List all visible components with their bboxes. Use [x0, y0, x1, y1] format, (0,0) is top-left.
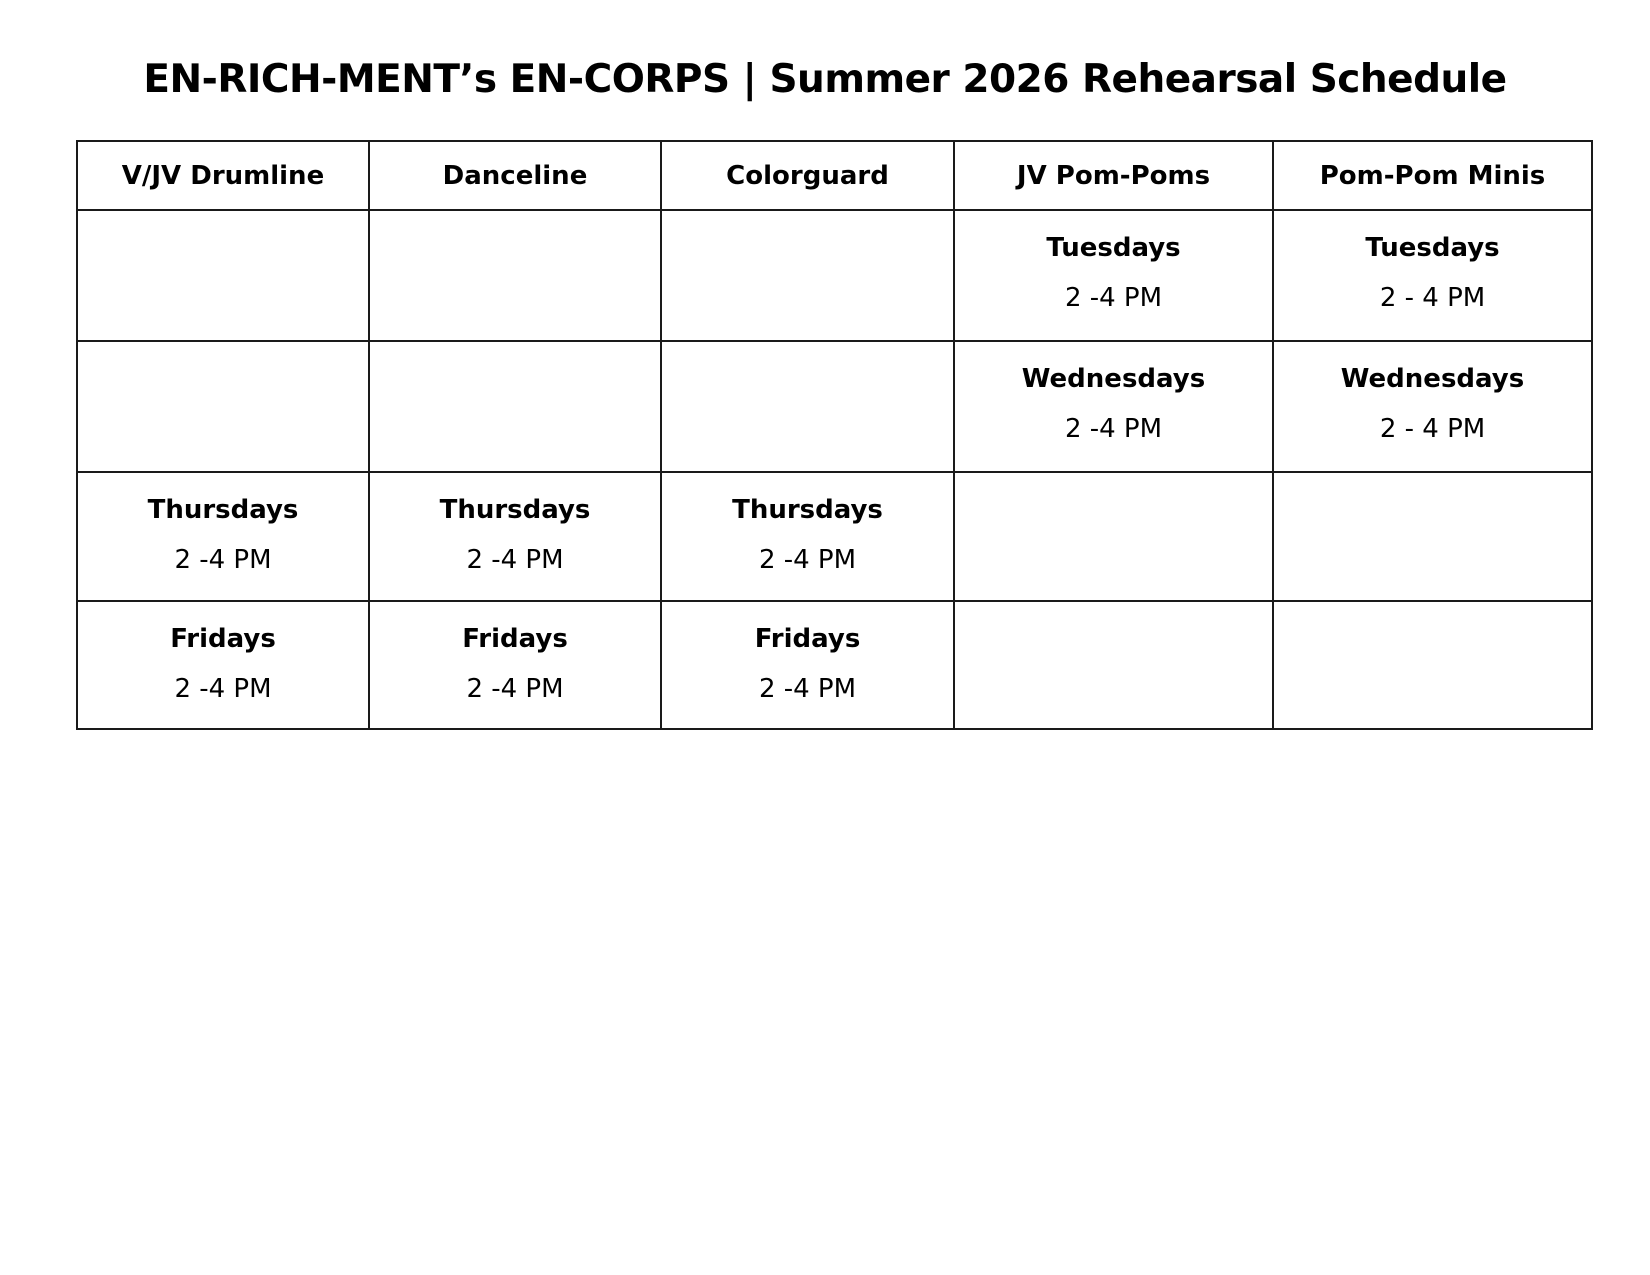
cell-time: 2 -4 PM	[466, 674, 564, 704]
rehearsal-schedule-table	[76, 140, 1593, 730]
schedule-cell	[77, 601, 369, 729]
schedule-cell	[661, 601, 954, 729]
schedule-cell	[1273, 472, 1592, 601]
cell-day: Fridays	[170, 624, 276, 654]
column-header-jv-pom-poms: JV Pom-Poms	[954, 141, 1273, 210]
cell-time: 2 - 4 PM	[1379, 283, 1486, 313]
cell-time: 2 -4 PM	[758, 674, 857, 704]
cell-time: 2 - 4 PM	[1379, 414, 1486, 444]
header-row	[77, 141, 1592, 210]
schedule-cell	[77, 341, 369, 472]
schedule-cell	[954, 472, 1273, 601]
cell-day: Wednesdays	[1340, 364, 1525, 394]
cell-time: 2 -4 PM	[174, 674, 272, 704]
table-row	[77, 210, 1592, 341]
cell-day: Fridays	[462, 624, 568, 654]
schedule-cell	[661, 210, 954, 341]
column-header-colorguard: Colorguard	[661, 141, 954, 210]
cell-day: Thursdays	[732, 495, 883, 525]
cell-day: Tuesdays	[1365, 233, 1500, 263]
schedule-cell	[954, 341, 1273, 472]
schedule-cell	[661, 341, 954, 472]
page-title: EN-RICH-MENT’s EN-CORPS | Summer 2026 Rehearsal Schedule	[143, 57, 1507, 102]
schedule-cell	[77, 472, 369, 601]
schedule-cell	[1273, 210, 1592, 341]
cell-time: 2 -4 PM	[1064, 414, 1163, 444]
schedule-cell	[369, 210, 661, 341]
cell-time: 2 -4 PM	[1064, 283, 1163, 313]
table-row	[77, 601, 1592, 729]
cell-day: Wednesdays	[1021, 364, 1206, 394]
cell-day: Thursdays	[147, 495, 299, 525]
schedule-cell	[1273, 601, 1592, 729]
schedule-cell	[954, 210, 1273, 341]
cell-time: 2 -4 PM	[174, 545, 272, 575]
cell-time: 2 -4 PM	[466, 545, 564, 575]
cell-time: 2 -4 PM	[758, 545, 857, 575]
schedule-cell	[954, 601, 1273, 729]
cell-day: Tuesdays	[1046, 233, 1181, 263]
schedule-cell	[369, 472, 661, 601]
schedule-cell	[77, 210, 369, 341]
cell-day: Fridays	[754, 624, 861, 654]
column-header-drumline: V/JV Drumline	[77, 141, 369, 210]
column-header-pom-pom-minis: Pom-Pom Minis	[1273, 141, 1592, 210]
schedule-cell	[661, 472, 954, 601]
schedule-cell	[369, 341, 661, 472]
column-header-danceline: Danceline	[369, 141, 661, 210]
cell-day: Thursdays	[439, 495, 591, 525]
schedule-cell	[369, 601, 661, 729]
table-row	[77, 472, 1592, 601]
table-row	[77, 341, 1592, 472]
schedule-cell	[1273, 341, 1592, 472]
